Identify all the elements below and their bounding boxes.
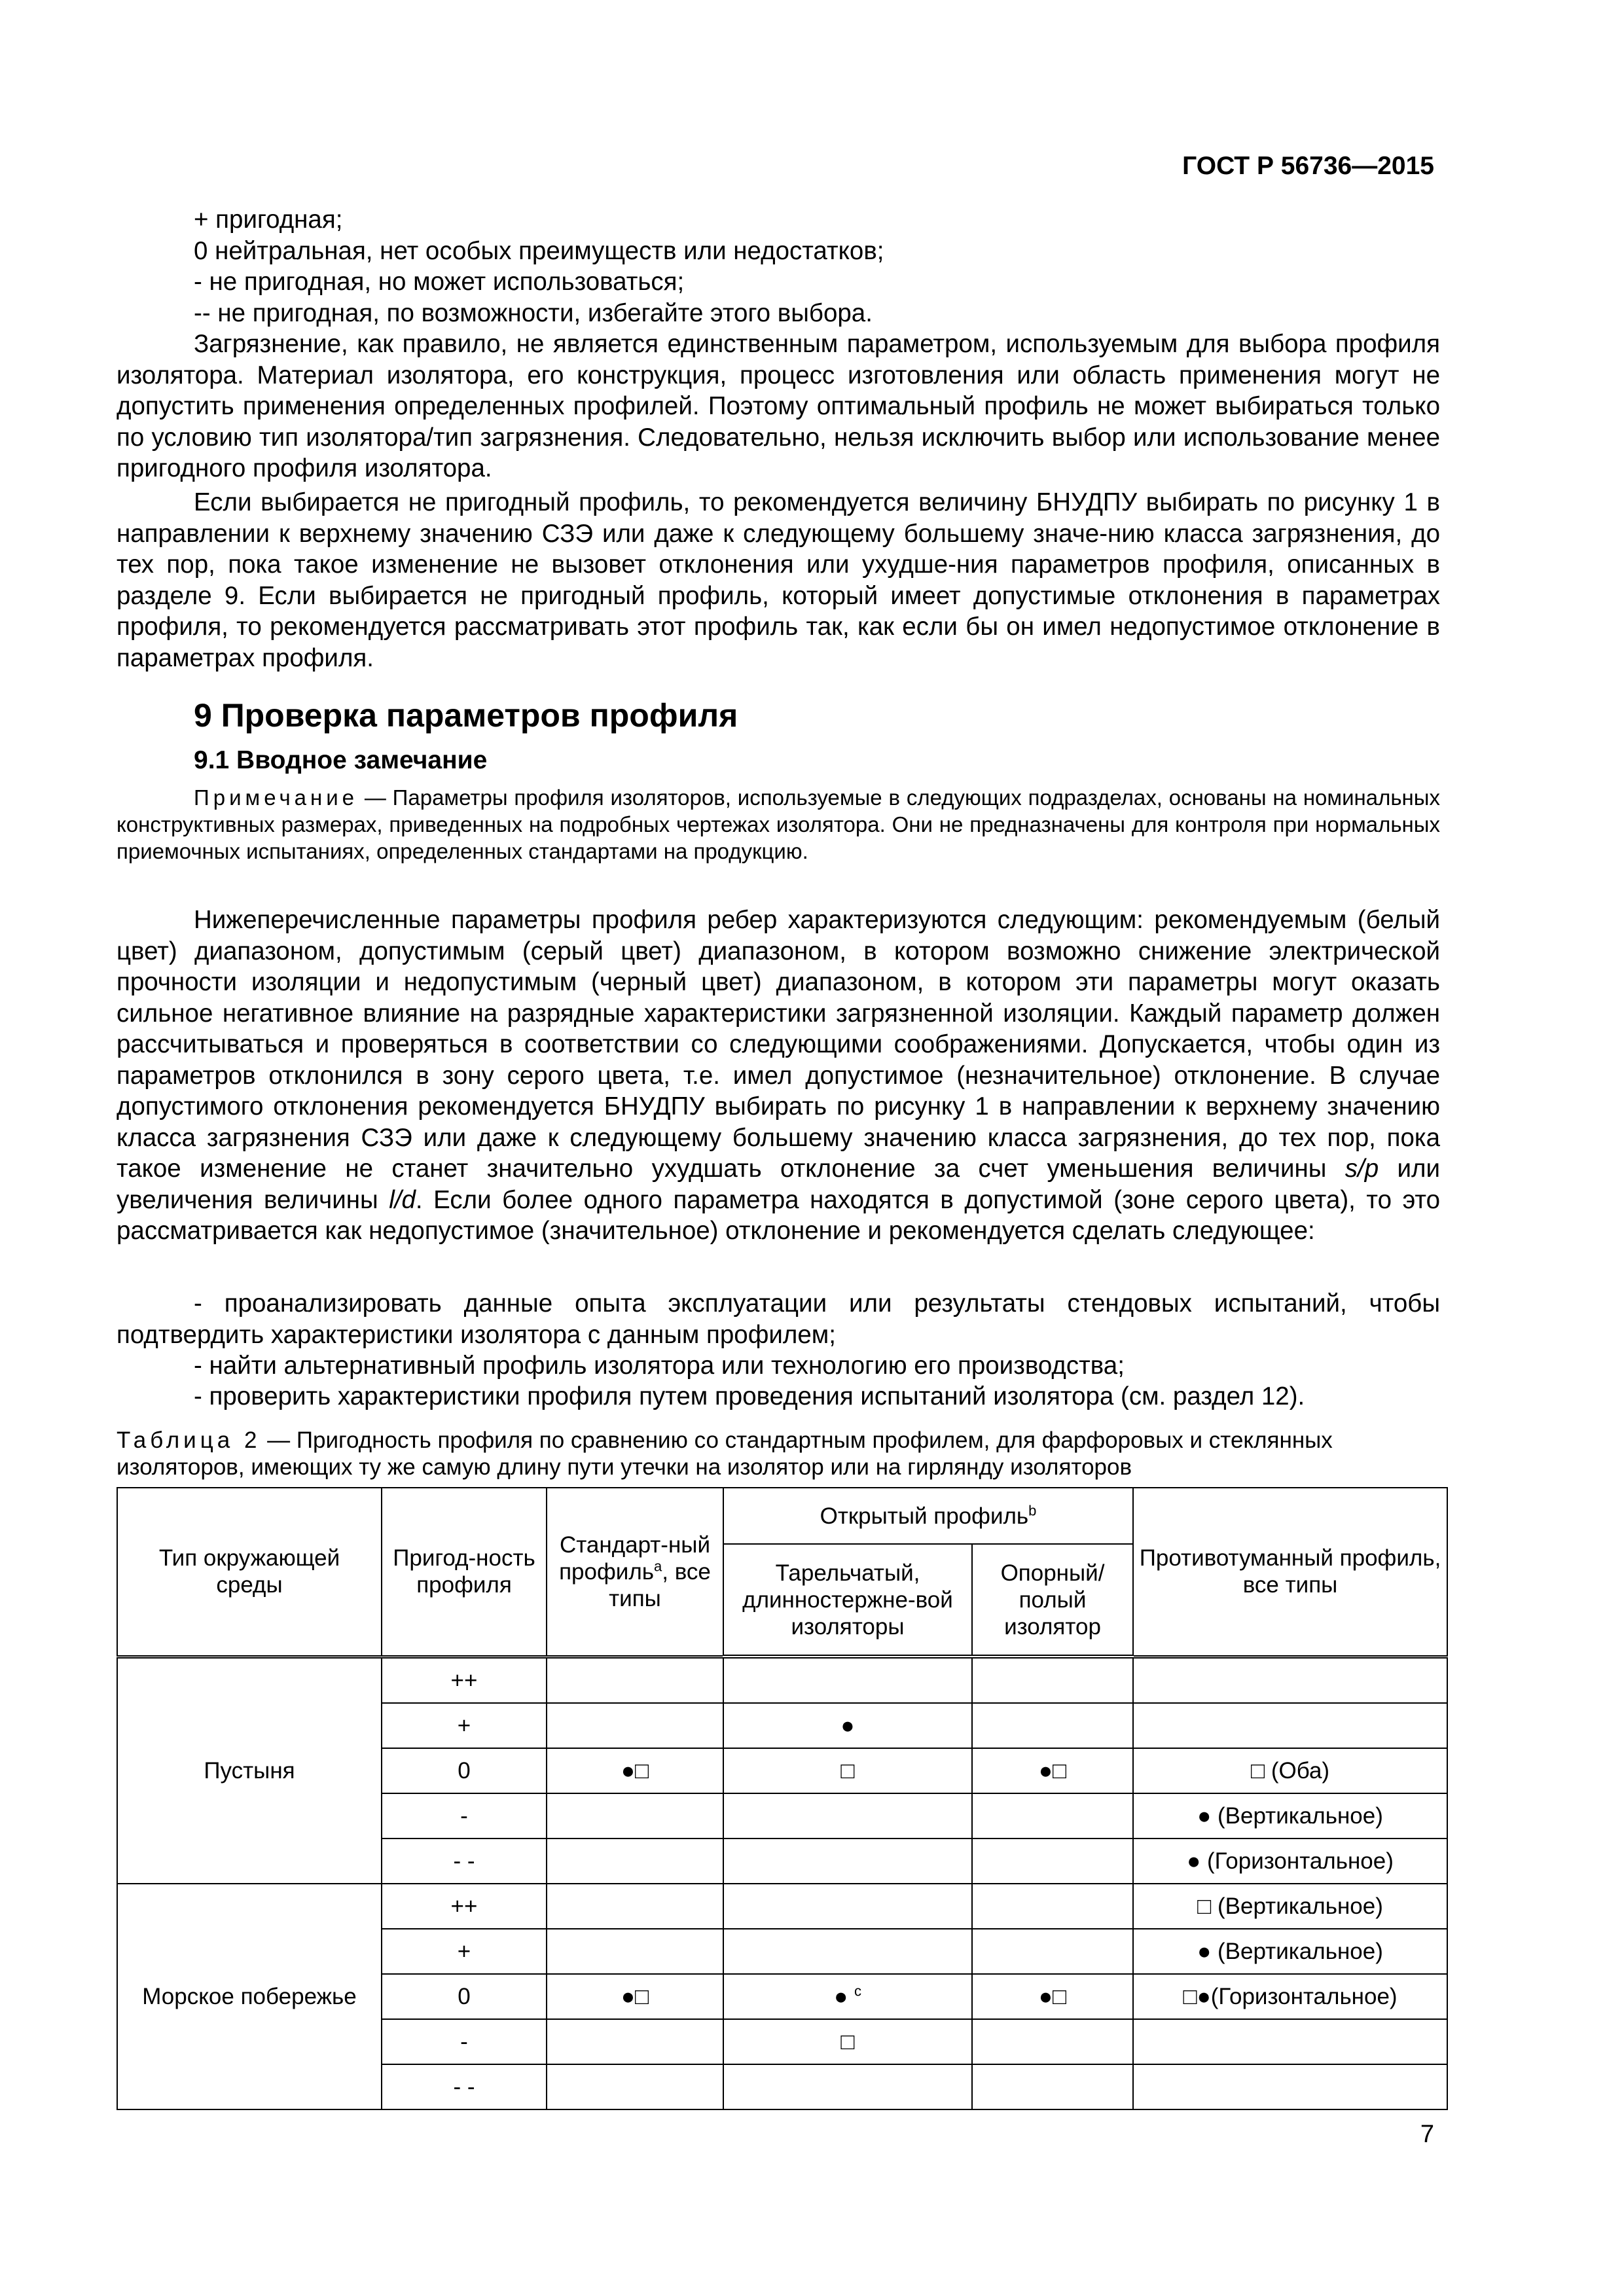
bullet-alternative: - найти альтернативный профиль изолятора или технологию его производства;: [194, 1352, 1125, 1380]
std-cell: [547, 1748, 723, 1793]
post-cell: [972, 1839, 1133, 1884]
paragraph-part-a: Нижеперечисленные параметры профиля ребер характеризуются следующим: рекомендуемым (белый цвет) диапазоном, допустимым (серый цвет) диапазоном, в котором возможно снижение электрической прочности изоляции и недопустимым (черный цвет) диапазоном, в котором эти параметры могут оказать сильное негативное влияние на разрядные характеристики загрязненной изоляции. Каждый параметр должен рассчитываться и проверяться в соответствии со следующими соображениями. Допускается, чтобы один из параметров отклонился в зону серого цвета, т.е. имел допустимое (незначительное) отклонение. В случае допустимого отклонения рекомендуется БНУДПУ выбирать по рисунку 1 в направлении к верхнему значению класса загрязнения СЗЭ или даже к следующему большему значению класса загрязнения, до тех пор, пока такое изменение не станет значительно ухудшать отклонение за счет уменьшения величины: [117, 906, 1440, 1183]
std-cell: [547, 1974, 723, 2019]
header-plate-longrod: Тарельчатый, длинностержне-вой изоляторы: [723, 1544, 972, 1657]
fog-cell: [1133, 1748, 1447, 1793]
std-cell: [547, 2064, 723, 2109]
suit-value: - -: [453, 1848, 475, 1874]
suit-cell: [382, 1657, 547, 1703]
plate-cell: [723, 1703, 972, 1748]
legend-line-neutral: 0 нейтральная, нет особых преимуществ или недостатков;: [194, 236, 884, 265]
legend-line-avoid: -- не пригодная, по возможности, избегайте этого выбора.: [194, 298, 873, 327]
plate-cell: [723, 1884, 972, 1929]
plate-cell: [723, 1793, 972, 1839]
suit-value: -: [460, 1803, 468, 1829]
fog-cell: [1133, 1703, 1447, 1748]
profile-suitability-table: [117, 1487, 1448, 2110]
suit-cell: [382, 1748, 547, 1793]
note-text: — Параметры профиля изоляторов, используемые в следующих подразделах, основаны на номинальных конструктивных размерах, приведенных на подробных чертежах изолятора. Они не предназначены для контроля при нормальных приемочных испытаниях, определенных стандартами на продукцию.: [117, 785, 1440, 863]
post-cell: [972, 1657, 1133, 1703]
plate-cell: [723, 2064, 972, 2109]
post-cell: [972, 1748, 1133, 1793]
suit-cell: [382, 1839, 547, 1884]
plate-value: ●: [834, 1984, 854, 2009]
environment-cell: Морское побережье: [117, 1884, 382, 2109]
bullet-analyze: - проанализировать данные опыта эксплуатации или результаты стендовых испытаний, чтобы подтвердить характеристики изолятора с данным профилем;: [117, 1289, 1440, 1349]
plate-cell: [723, 2019, 972, 2064]
fog-cell: [1133, 1929, 1447, 1974]
table-row: [117, 1884, 1447, 1929]
symbol-s-p: s/p: [1344, 1155, 1379, 1183]
header-suitability: Пригод-ность профиля: [382, 1488, 547, 1657]
suit-value: +: [457, 1713, 471, 1738]
page-number: 7: [1420, 2121, 1434, 2148]
post-cell: [972, 1974, 1133, 2019]
post-cell: [972, 1793, 1133, 1839]
paragraph-profile-parameters: [117, 905, 1440, 1247]
suit-value: 0: [458, 1758, 471, 1784]
paragraph-unsuitable-profile: Если выбирается не пригодный профиль, то рекомендуется величину БНУДПУ выбирать по рисунку 1 в направлении к верхнему значению СЗЭ или даже к следующему большему значе-нию класса загрязнения, до тех пор, пока такое изменение не вызовет отклонения или ухудше-ния параметров профиля, описанных в разделе 9. Если выбирается не пригодный профиль, который имеет допустимые отклонения в параметрах профиля, то рекомендуется рассматривать этот профиль так, как если бы он имел недопустимое отклонение в параметрах профиля.: [117, 488, 1440, 672]
note-paragraph: [117, 784, 1440, 865]
suit-cell: [382, 1929, 547, 1974]
intro-lines: [117, 204, 1440, 329]
plate-cell: [723, 1839, 972, 1884]
document-code-header: ГОСТ Р 56736—2015: [1182, 152, 1434, 180]
header-open-text: Открытый профиль: [820, 1503, 1029, 1529]
suit-cell: [382, 1703, 547, 1748]
header-environment: Тип окружающей среды: [117, 1488, 382, 1657]
fog-cell: [1133, 1657, 1447, 1703]
post-cell: [972, 1884, 1133, 1929]
suit-cell: [382, 1974, 547, 2019]
note-label: Примечание: [194, 785, 359, 810]
suit-cell: [382, 2019, 547, 2064]
post-cell: [972, 2064, 1133, 2109]
table-caption-label: Таблица 2: [117, 1427, 261, 1453]
plate-value: ●: [840, 1713, 855, 1738]
header-standard-tail: , все типы: [609, 1558, 711, 1611]
paragraph-part-c: . Если более одного параметра находятся в допустимой (зоне серого цвета), то это рассматривается как недопустимое (значительное) отклонение и рекомендуется сделать следующее:: [117, 1185, 1440, 1245]
plate-value: □: [840, 1758, 855, 1784]
std-cell: [547, 1657, 723, 1703]
post-value: ●□: [1038, 1758, 1067, 1784]
fog-cell: [1133, 2064, 1447, 2109]
table-body: [117, 1657, 1447, 2109]
plate-value: □: [840, 2029, 855, 2054]
header-standard-text: Стандарт-ный профиль: [559, 1532, 710, 1585]
plate-cell: [723, 1748, 972, 1793]
symbol-l-d: l/d: [389, 1185, 416, 1214]
fog-cell: [1133, 1839, 1447, 1884]
plate-cell: [723, 1657, 972, 1703]
table-caption: [117, 1427, 1440, 1480]
suit-value: ++: [450, 1893, 478, 1919]
fog-cell: [1133, 1793, 1447, 1839]
std-cell: [547, 2019, 723, 2064]
footnote-a-marker: a: [654, 1558, 662, 1575]
std-cell: [547, 1884, 723, 1929]
footnote-b-marker: b: [1028, 1501, 1037, 1518]
plate-cell: [723, 1929, 972, 1974]
post-cell: [972, 1929, 1133, 1974]
std-cell: [547, 1929, 723, 1974]
bullet-verify: - проверить характеристики профиля путем проведения испытаний изолятора (см. раздел 12).: [194, 1382, 1305, 1410]
suit-value: ++: [450, 1667, 478, 1693]
fog-cell: [1133, 2019, 1447, 2064]
section-9-1-heading: 9.1 Вводное замечание: [194, 746, 488, 774]
section-9-heading: 9 Проверка параметров профиля: [194, 697, 738, 734]
fog-value: ● (Вертикальное): [1197, 1803, 1383, 1829]
fog-value: ● (Вертикальное): [1197, 1939, 1383, 1964]
table-row: [117, 1657, 1447, 1703]
std-cell: [547, 1839, 723, 1884]
plate-cell: [723, 1974, 972, 2019]
suit-cell: [382, 2064, 547, 2109]
fog-cell: [1133, 1974, 1447, 2019]
header-standard-profile: [547, 1488, 723, 1657]
suit-value: - -: [453, 2074, 475, 2100]
std-cell: [547, 1793, 723, 1839]
paragraph-pollution: Загрязнение, как правило, не является единственным параметром, используемым для выбора профиля изолятора. Материал изолятора, его конструкция, процесс изготовления или область применения могут не допустить применения определенных профилей. Поэтому оптимальный профиль не может выбираться только по условию тип изолятора/тип загрязнения. Следовательно, нельзя исключить выбор или использование менее пригодного профиля изолятора.: [117, 330, 1440, 482]
post-value: ●□: [1038, 1984, 1067, 2009]
paragraph-part-b: или увеличения величины: [117, 1155, 1440, 1214]
legend-line-suitable: + пригодная;: [194, 206, 343, 234]
suit-value: +: [457, 1939, 471, 1964]
suit-cell: [382, 1884, 547, 1929]
header-post-hollow: Опорный/ полый изолятор: [972, 1544, 1133, 1657]
environment-cell: Пустыня: [117, 1657, 382, 1884]
fog-value: □ (Оба): [1250, 1758, 1330, 1784]
header-open-profile: [723, 1488, 1133, 1544]
header-fog-profile: Противотуманный профиль, все типы: [1133, 1488, 1447, 1657]
std-cell: [547, 1703, 723, 1748]
footnote-c-marker: c: [854, 1982, 861, 2000]
suit-value: -: [460, 2029, 468, 2054]
post-cell: [972, 1703, 1133, 1748]
std-value: ●□: [621, 1984, 649, 2009]
fog-value: □●(Горизонтальное): [1183, 1984, 1398, 2009]
suit-value: 0: [458, 1984, 471, 2009]
table-caption-text: — Пригодность профиля по сравнению со стандартным профилем, для фарфоровых и стеклянных изоляторов, имеющих ту же самую длину пути утечки на изолятор или на гирлянду изоляторов: [117, 1427, 1333, 1480]
fog-value: □ (Вертикальное): [1197, 1893, 1383, 1919]
suit-cell: [382, 1793, 547, 1839]
fog-value: ● (Горизонтальное): [1187, 1848, 1394, 1874]
std-value: ●□: [621, 1758, 649, 1784]
post-cell: [972, 2019, 1133, 2064]
fog-cell: [1133, 1884, 1447, 1929]
legend-line-unsuitable: - не пригодная, но может использоваться;: [194, 268, 685, 296]
